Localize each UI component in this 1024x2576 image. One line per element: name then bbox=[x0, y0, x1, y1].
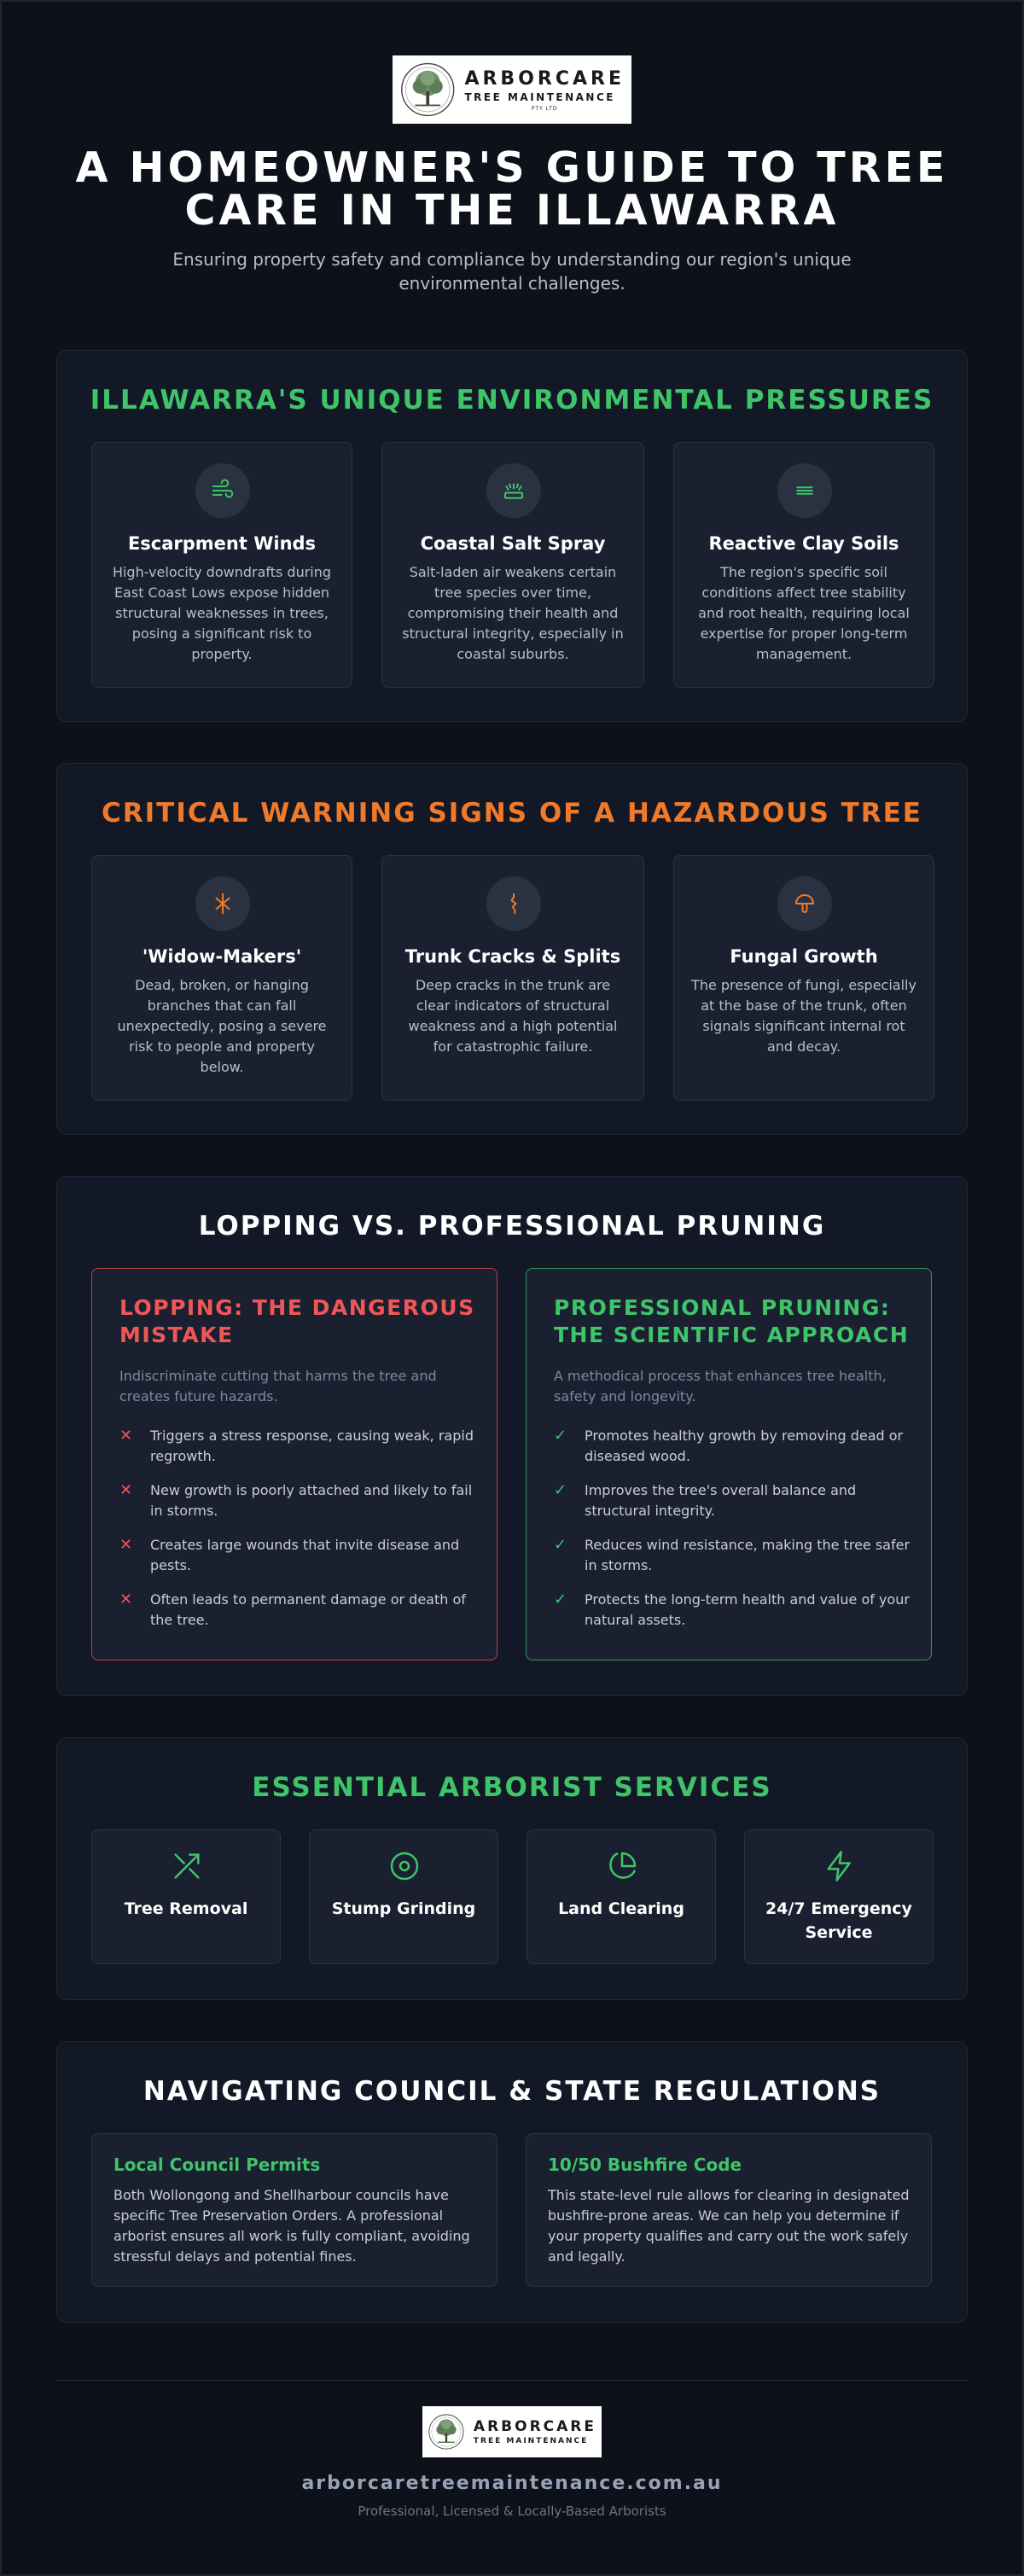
pressure-card bbox=[91, 442, 352, 688]
check-icon: ✓ bbox=[554, 1427, 567, 1445]
x-icon: ✕ bbox=[119, 1536, 133, 1554]
section-title: LOPPING VS. PROFESSIONAL PRUNING bbox=[198, 1211, 826, 1241]
footer-tagline: Professional, Licensed & Locally-Based Arborists bbox=[358, 2503, 666, 2519]
card-text: Deep cracks in the trunk are clear indicators of structural weakness and a high potential for catastrophic failure. bbox=[408, 977, 618, 1055]
card-text: The presence of fungi, especially at the base of the trunk, often signals significant internal rot and decay. bbox=[691, 977, 916, 1055]
regulation-text: This state-level rule allows for clearing in designated bushfire-prone areas. We can help you determine if your property qualifies and carry out the work safely and legally. bbox=[548, 2187, 910, 2265]
soil-layers-icon bbox=[777, 463, 832, 518]
wind-icon bbox=[195, 463, 250, 518]
list-item: ✓ Protects the long-term health and value of your natural assets. bbox=[554, 1590, 912, 1631]
service-card-stump-grinding bbox=[309, 1829, 498, 1964]
card-title: 'Widow-Makers' bbox=[142, 946, 302, 967]
page-title: A HOMEOWNER'S GUIDE TO TREE CARE IN THE ILLAWARRA bbox=[75, 143, 949, 235]
pruning-panel bbox=[526, 1268, 932, 1660]
logo bbox=[393, 55, 631, 124]
card-title: Trunk Cracks & Splits bbox=[404, 946, 621, 967]
footer-divider bbox=[56, 2380, 968, 2381]
pruning-title: PROFESSIONAL PRUNING: THE SCIENTIFIC APPROACH bbox=[554, 1295, 910, 1347]
regulations-section bbox=[56, 2041, 968, 2323]
list-item: ✓ Reduces wind resistance, making the tree safer in storms. bbox=[554, 1535, 912, 1576]
logo-tagline: TREE MAINTENANCE bbox=[464, 90, 615, 103]
list-item: ✓ Improves the tree's overall balance and structural integrity. bbox=[554, 1480, 912, 1521]
x-icon: ✕ bbox=[119, 1481, 133, 1499]
service-card-land-clearing bbox=[527, 1829, 716, 1964]
mushroom-icon bbox=[777, 876, 832, 931]
list-item: ✕ Often leads to permanent damage or death of the tree. bbox=[119, 1590, 478, 1631]
removal-arrows-icon bbox=[170, 1849, 204, 1883]
x-icon: ✕ bbox=[119, 1427, 133, 1445]
card-text: The region's specific soil conditions affect tree stability and root health, requiring local expertise for proper long-term management. bbox=[698, 564, 910, 662]
regulation-title: Local Council Permits bbox=[113, 2154, 321, 2175]
service-label: Tree Removal bbox=[124, 1899, 248, 1918]
list-item: ✕ New growth is poorly attached and likely to fail in storms. bbox=[119, 1480, 478, 1521]
regulation-card bbox=[91, 2133, 497, 2287]
lopping-description: Indiscriminate cutting that harms the tree and creates future hazards. bbox=[119, 1368, 437, 1404]
regulation-text: Both Wollongong and Shellharbour councils have specific Tree Preservation Orders. A professional arborist ensures all work is fully compliant, avoiding stressful delays and potential fines. bbox=[113, 2187, 470, 2265]
lopping-vs-pruning-section bbox=[56, 1176, 968, 1696]
pressure-card bbox=[381, 442, 644, 688]
lightning-icon bbox=[823, 1849, 857, 1883]
pruning-description: A methodical process that enhances tree health, safety and longevity. bbox=[554, 1368, 887, 1404]
card-text: High-velocity downdrafts during East Coast Lows expose hidden structural weaknesses in trees, posing a significant risk to property. bbox=[112, 564, 332, 662]
section-title: ESSENTIAL ARBORIST SERVICES bbox=[252, 1772, 772, 1803]
card-title: Escarpment Winds bbox=[127, 533, 317, 554]
salt-spray-icon bbox=[486, 463, 541, 518]
lopping-panel bbox=[91, 1268, 497, 1660]
list-item: ✓ Promotes healthy growth by removing dead or diseased wood. bbox=[554, 1426, 912, 1467]
website-link[interactable]: arborcaretreemaintenance.com.au bbox=[301, 2473, 723, 2494]
logo-name: ARBORCARE bbox=[473, 2418, 596, 2435]
logo-tagline: TREE MAINTENANCE bbox=[473, 2437, 589, 2445]
page-subtitle: Ensuring property safety and compliance by understanding our region's unique environmental challenges. bbox=[172, 249, 852, 294]
service-label: Stump Grinding bbox=[331, 1899, 476, 1918]
environmental-pressures-section bbox=[56, 350, 968, 722]
check-icon: ✓ bbox=[554, 1481, 567, 1499]
logo-suffix: PTY LTD bbox=[531, 105, 558, 112]
service-card-tree-removal bbox=[91, 1829, 281, 1964]
tree-logo-icon bbox=[428, 2409, 465, 2455]
pressure-card bbox=[673, 442, 934, 688]
service-card-emergency bbox=[744, 1829, 934, 1964]
card-text: Salt-laden air weakens certain tree species over time, compromising their health and structural integrity, especially in coastal suburbs. bbox=[402, 564, 624, 662]
warning-signs-section bbox=[56, 763, 968, 1135]
pie-chart-icon bbox=[605, 1849, 639, 1883]
footer-logo bbox=[422, 2406, 602, 2457]
stump-target-icon bbox=[387, 1849, 422, 1883]
trunk-crack-icon bbox=[486, 876, 541, 931]
card-title: Coastal Salt Spray bbox=[420, 533, 606, 554]
check-icon: ✓ bbox=[554, 1536, 567, 1554]
regulation-title: 10/50 Bushfire Code bbox=[548, 2154, 742, 2175]
section-title: CRITICAL WARNING SIGNS OF A HAZARDOUS TREE bbox=[102, 798, 922, 829]
section-title: NAVIGATING COUNCIL & STATE REGULATIONS bbox=[143, 2076, 881, 2107]
check-icon: ✓ bbox=[554, 1590, 567, 1608]
logo-name: ARBORCARE bbox=[464, 67, 625, 90]
service-label: 24/7 Emergency Service bbox=[765, 1899, 912, 1942]
lopping-title: LOPPING: THE DANGEROUS MISTAKE bbox=[119, 1295, 475, 1347]
list-item: ✕ Creates large wounds that invite disease and pests. bbox=[119, 1535, 478, 1576]
services-section bbox=[56, 1737, 968, 2000]
card-title: Fungal Growth bbox=[730, 946, 878, 967]
warning-card bbox=[91, 855, 352, 1101]
service-label: Land Clearing bbox=[558, 1899, 684, 1918]
regulation-card bbox=[526, 2133, 932, 2287]
list-item: ✕ Triggers a stress response, causing weak, rapid regrowth. bbox=[119, 1426, 478, 1467]
tree-logo-icon bbox=[399, 59, 456, 120]
card-text: Dead, broken, or hanging branches that can fall unexpectedly, posing a severe risk to people and property below. bbox=[117, 977, 327, 1075]
broken-branch-icon bbox=[195, 876, 250, 931]
section-title: ILLAWARRA'S UNIQUE ENVIRONMENTAL PRESSURES bbox=[90, 385, 934, 416]
x-icon: ✕ bbox=[119, 1590, 133, 1608]
card-title: Reactive Clay Soils bbox=[708, 533, 899, 554]
warning-card bbox=[381, 855, 644, 1101]
warning-card bbox=[673, 855, 934, 1101]
